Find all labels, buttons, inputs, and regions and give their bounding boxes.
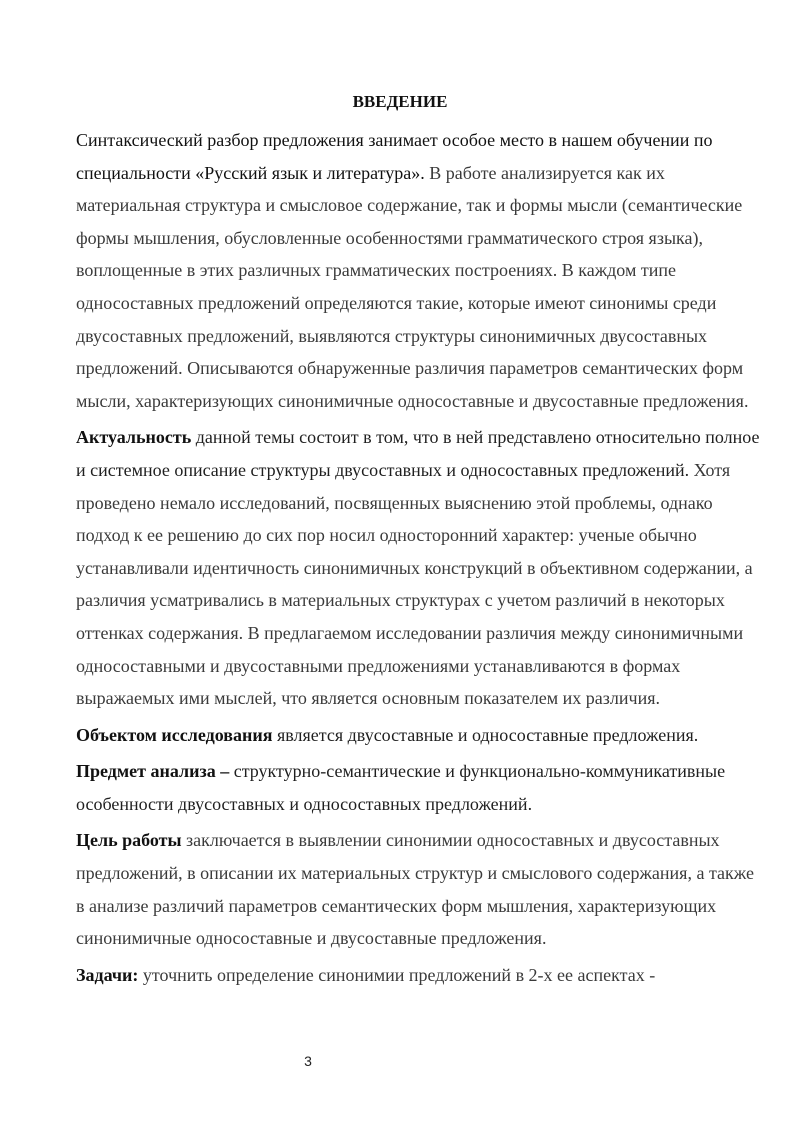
relevance-lead-text: данной темы состоит в том, что в ней представлено относительно полное и системное описание структуры двусоставных и односоставных предложений. xyxy=(76,427,760,480)
section-heading: ВВЕДЕНИЕ xyxy=(352,92,448,111)
paragraph-relevance xyxy=(76,421,766,714)
subject-term: Предмет анализа – xyxy=(76,761,230,782)
tasks-text: уточнить определение синонимии предложений в 2-х ее аспектах - xyxy=(138,964,656,985)
goal-text: заключается в выявлении синонимии односоставных и двусоставных предложений, в описании их материальных структур и смыслового содержания, а также в анализе различий параметров семантических форм мышления, характеризующих синонимичные односоставные и двусоставные предложения. xyxy=(76,830,754,949)
intro-lead-text: Синтаксический разбор предложения занимает особое место в нашем обучении по специальности «Русский язык и литература». xyxy=(76,130,713,183)
paragraph-tasks xyxy=(76,959,766,992)
subject-text: структурно-семантические и функционально-коммуникативные особенности двусоставных и односоставных предложений. xyxy=(76,761,726,814)
paragraph-subject xyxy=(76,755,766,820)
paragraph-goal xyxy=(76,824,766,954)
page-number: 3 xyxy=(304,1053,312,1069)
relevance-term: Актуальность xyxy=(76,427,192,448)
tasks-term: Задачи: xyxy=(76,964,139,985)
body-text xyxy=(76,124,766,995)
goal-term: Цель работы xyxy=(76,830,182,851)
relevance-text: Хотя проведено немало исследований, посвященных выяснению этой проблемы, однако подход к ее решению до сих пор носил односторонний характер: ученые обычно устанавливали идентичность синонимичных конструкций в объективном содержании, а различия усматривались в материальных структурах с учетом различий в некоторых оттенках содержания. В предлагаемом исследовании различия между синонимичными односоставными и двусоставными предложениями устанавливаются в формах выражаемых ими мыслей, что является основным показателем их различия. xyxy=(76,459,753,709)
intro-text: В работе анализируется как их материальная структура и смысловое содержание, так и формы мысли (семантические формы мышления, обусловленные особенностями грамматического строя языка), воплощенные в этих различных грамматических построениях. В каждом типе односоставных предложений определяются такие, которые имеют синонимы среди двусоставных предложений, выявляются структуры синонимичных двусоставных предложений. Описываются обнаруженные различия параметров семантических форм мысли, характеризующих синонимичные односоставные и двусоставные предложения. xyxy=(76,162,749,411)
object-term: Объектом исследования xyxy=(76,724,273,745)
object-text: является двусоставные и односоставные предложения. xyxy=(272,724,699,745)
paragraph-intro xyxy=(76,124,766,417)
paragraph-object xyxy=(76,719,766,752)
